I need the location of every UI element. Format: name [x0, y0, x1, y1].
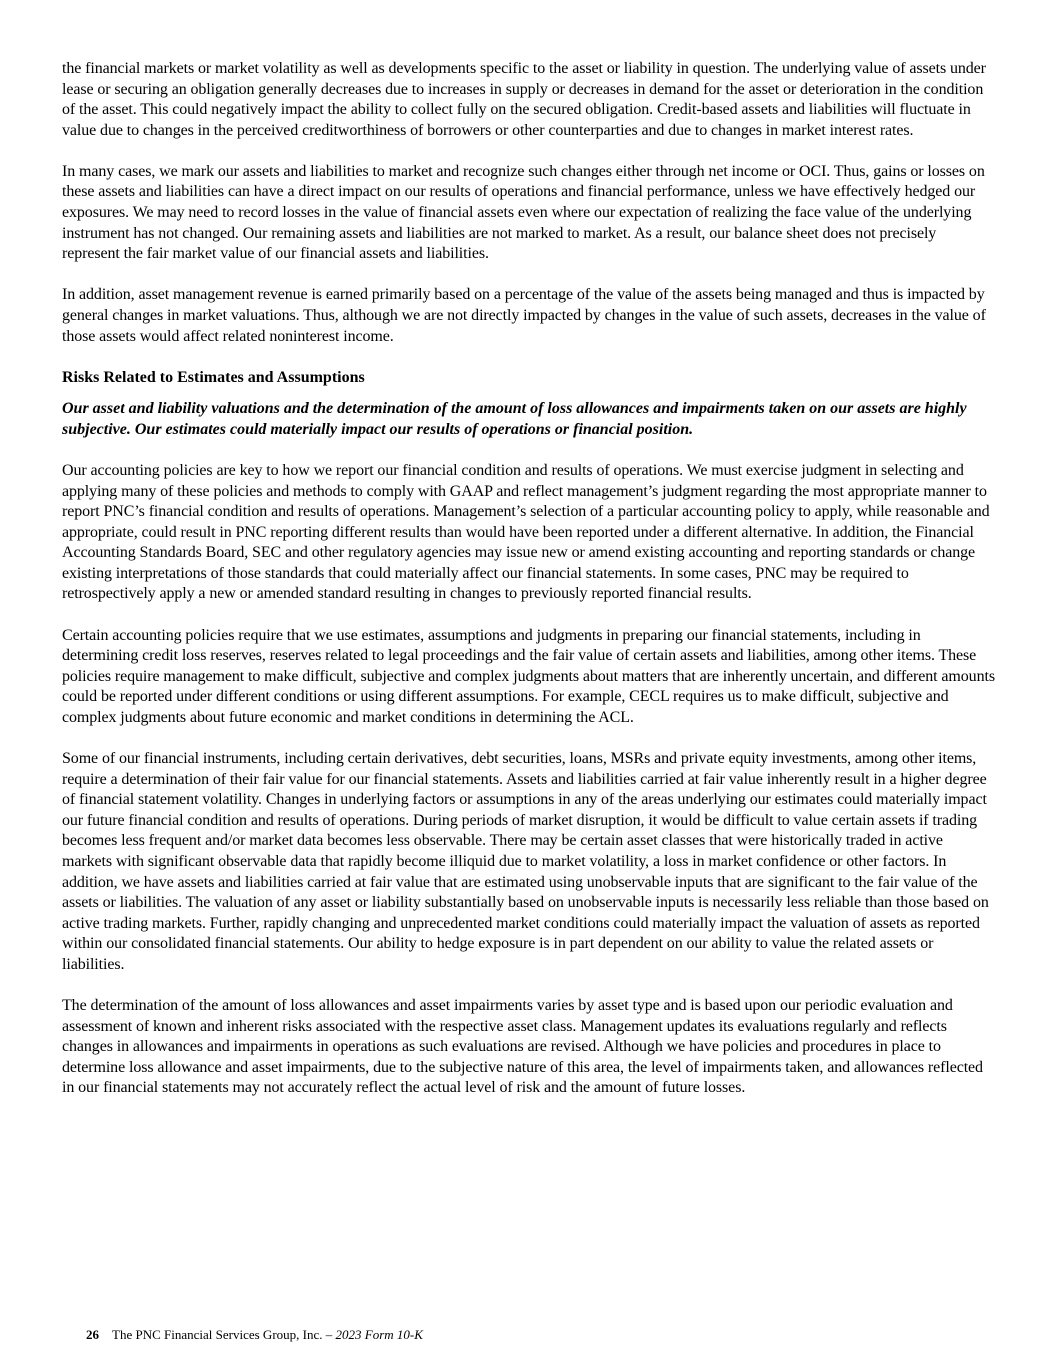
paragraph-asset-management-revenue: In addition, asset management revenue is earned primarily based on a percentage of the value of the assets being managed and thus is impacted by general changes in market valuations. Thus, although we are not directly impacted by changes in the value of such assets, decreases in the value of those assets would affect related noninterest income.: [62, 286, 986, 345]
footer-company: The PNC Financial Services Group, Inc. –: [112, 1327, 333, 1342]
section-heading: Risks Related to Estimates and Assumptions: [62, 368, 365, 386]
risk-factor-heading: Our asset and liability valuations and the determination of the amount of loss allowances and impairments taken on our assets are highly subjective. Our estimates could materially impact our results of operations or financial position.: [62, 400, 967, 438]
paragraph-fair-value: Some of our financial instruments, including certain derivatives, debt securities, loans, MSRs and private equity investments, among other items, require a determination of their fair value for our financial statements. Assets and liabilities carried at fair value inherently result in a higher degree of financial statement volatility. Changes in underlying factors or assumptions in any of the areas underlying our estimates could materially impact our future financial condition and results of operations. During periods of market disruption, it would be difficult to value certain assets if trading becomes less frequent and/or market data becomes less observable. There may be certain asset classes that were historically traded in active markets with significant observable data that rapidly become illiquid due to market volatility, a loss in market confidence or other factors. In addition, we have assets and liabilities carried at fair value that are estimated using unobservable inputs that are significant to the fair value of the assets or liabilities. The valuation of any asset or liability substantially based on unobservable inputs is necessarily less reliable than those based on active trading markets. Further, rapidly changing and unprecedented market conditions could materially impact the valuation of assets as reported within our consolidated financial statements. Our ability to hedge exposure is in part dependent on our ability to value the related assets or liabilities.: [62, 750, 989, 973]
document-body: [62, 59, 996, 1120]
page-number: 26: [86, 1327, 99, 1342]
paragraph-loss-allowances: The determination of the amount of loss allowances and asset impairments varies by asset type and is based upon our periodic evaluation and assessment of known and inherent risks associated with the respective asset class. Management updates its evaluations regularly and reflects changes in allowances and impairments in operations as such evaluations are revised. Although we have policies and procedures in place to determine loss allowance and asset impairments, due to the subjective nature of this area, the level of impairments taken, and allowances reflected in our financial statements may not accurately reflect the actual level of risk and the amount of future losses.: [62, 997, 983, 1097]
footer-form: 2023 Form 10-K: [335, 1327, 423, 1342]
paragraph-estimates-assumptions: Certain accounting policies require that we use estimates, assumptions and judgments in preparing our financial statements, including in determining credit loss reserves, reserves related to legal proceedings and the fair value of certain assets and liabilities, among other items. These policies require management to make difficult, subjective and complex judgments about matters that are inherently uncertain, and different amounts could be reported under different conditions or using different assumptions. For example, CECL requires us to make difficult, subjective and complex judgments about future economic and market conditions in determining the ACL.: [62, 626, 995, 726]
paragraph-market-volatility: the financial markets or market volatility as well as developments specific to the asset or liability in question. The underlying value of assets under lease or securing an obligation generally decreases due to increases in supply or decreases in demand for the asset or deterioration in the condition of the asset. This could negatively impact the ability to collect fully on the secured obligation. Credit-based assets and liabilities will fluctuate in value due to changes in the perceived creditworthiness of borrowers or other counterparties and due to changes in market interest rates.: [62, 60, 986, 139]
paragraph-mark-to-market: In many cases, we mark our assets and liabilities to market and recognize such changes either through net income or OCI. Thus, gains or losses on these assets and liabilities can have a direct impact on our results of operations and financial performance, unless we have effectively hedged our exposures. We may need to record losses in the value of financial assets even where our expectation of realizing the face value of the underlying instrument has not changed. Our remaining assets and liabilities are not marked to market. As a result, our balance sheet does not precisely represent the fair market value of our financial assets and liabilities.: [62, 162, 985, 263]
paragraph-accounting-policies: Our accounting policies are key to how we report our financial condition and results of operations. We must exercise judgment in selecting and applying many of these policies and methods to comply with GAAP and reflect management’s judgment regarding the most appropriate manner to report PNC’s financial condition and results of operations. Management’s selection of a particular accounting policy to apply, while reasonable and appropriate, could result in PNC reporting different results than would have been reported under a different alternative. In addition, the Financial Accounting Standards Board, SEC and other regulatory agencies may issue new or amend existing accounting and reporting standards or change existing interpretations of those standards that could materially affect our financial statements. In some cases, PNC may be required to retrospectively apply a new or amended standard resulting in changes to previously reported financial results.: [62, 461, 990, 603]
page-footer: [86, 1327, 423, 1343]
